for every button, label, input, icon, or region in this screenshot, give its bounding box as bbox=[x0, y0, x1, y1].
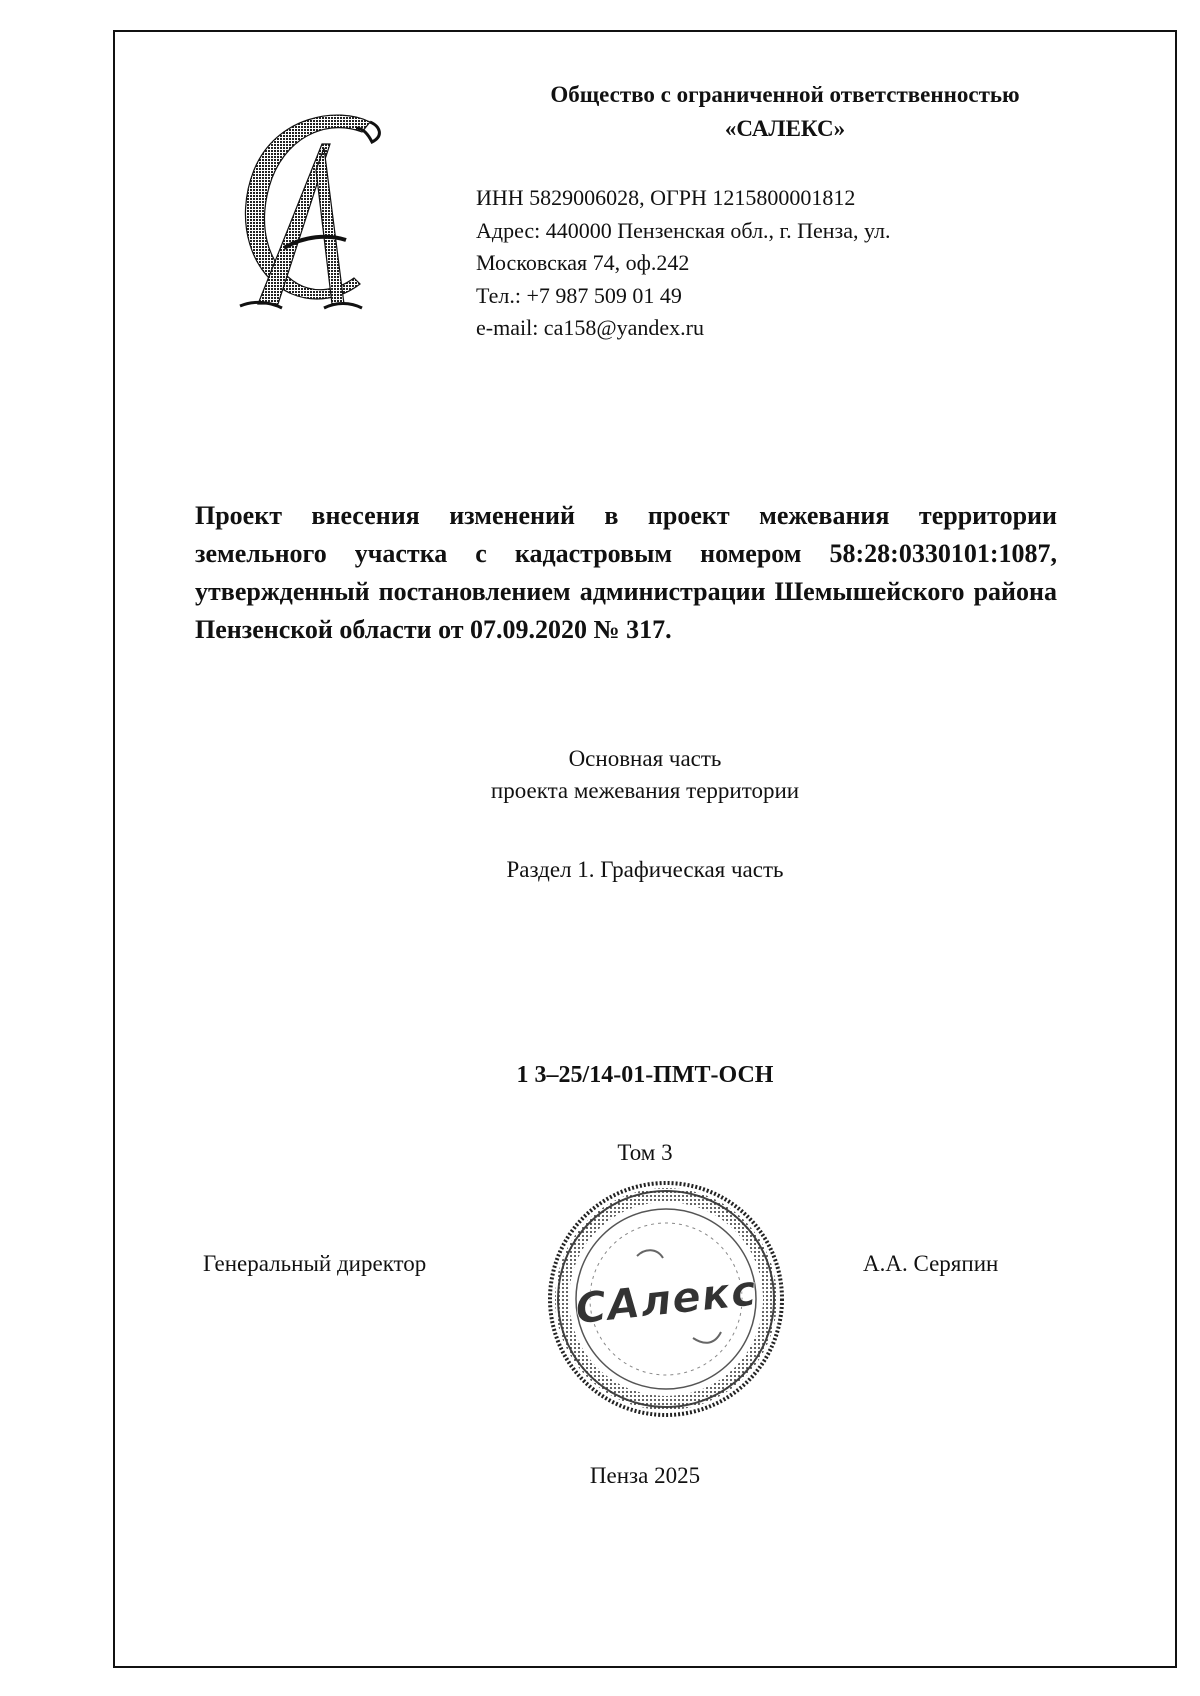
signer-name: А.А. Серяпин bbox=[863, 1251, 999, 1276]
signer-position: Генеральный директор bbox=[203, 1251, 427, 1276]
part-heading-line2: проекта межевания территории bbox=[490, 778, 800, 803]
address-line2: Московская 74, оф.242 bbox=[476, 250, 690, 275]
inn-ogrn: ИНН 5829006028, ОГРН 1215800001812 bbox=[476, 185, 856, 210]
address-line1: Адрес: 440000 Пензенская обл., г. Пенза, ул. bbox=[476, 217, 891, 243]
phone: Тел.: +7 987 509 01 49 bbox=[476, 282, 682, 308]
email: e-mail: ca158@yandex.ru bbox=[476, 315, 704, 340]
document-code: 1 3–25/14-01-ПМТ-ОСН bbox=[516, 1062, 774, 1088]
seal-text: САлекс bbox=[572, 1265, 760, 1334]
part-heading-line1: Основная часть bbox=[568, 746, 722, 771]
project-title: Проект внесения изменений в проект межевания территории земельного участка с кадастровым номером 58:28:0330101:1087, утвержденный постановлением администрации Шемышейского района Пензенской области от 07.09.2020 № 317. bbox=[195, 501, 1057, 644]
contact-details bbox=[476, 182, 1076, 345]
company-seal bbox=[545, 1178, 787, 1420]
organization-name-line1: Общество с ограниченной ответственностью bbox=[550, 82, 1020, 107]
company-logo bbox=[220, 108, 390, 313]
city-year: Пенза 2025 bbox=[589, 1463, 701, 1488]
section-heading: Раздел 1. Графическая часть bbox=[506, 857, 784, 882]
organization-name-line2: «САЛЕКС» bbox=[724, 116, 846, 141]
volume-number: Том 3 bbox=[617, 1140, 673, 1165]
part-heading bbox=[113, 743, 1177, 807]
logo-text: СА bbox=[220, 108, 222, 109]
organization-name bbox=[470, 78, 1100, 146]
